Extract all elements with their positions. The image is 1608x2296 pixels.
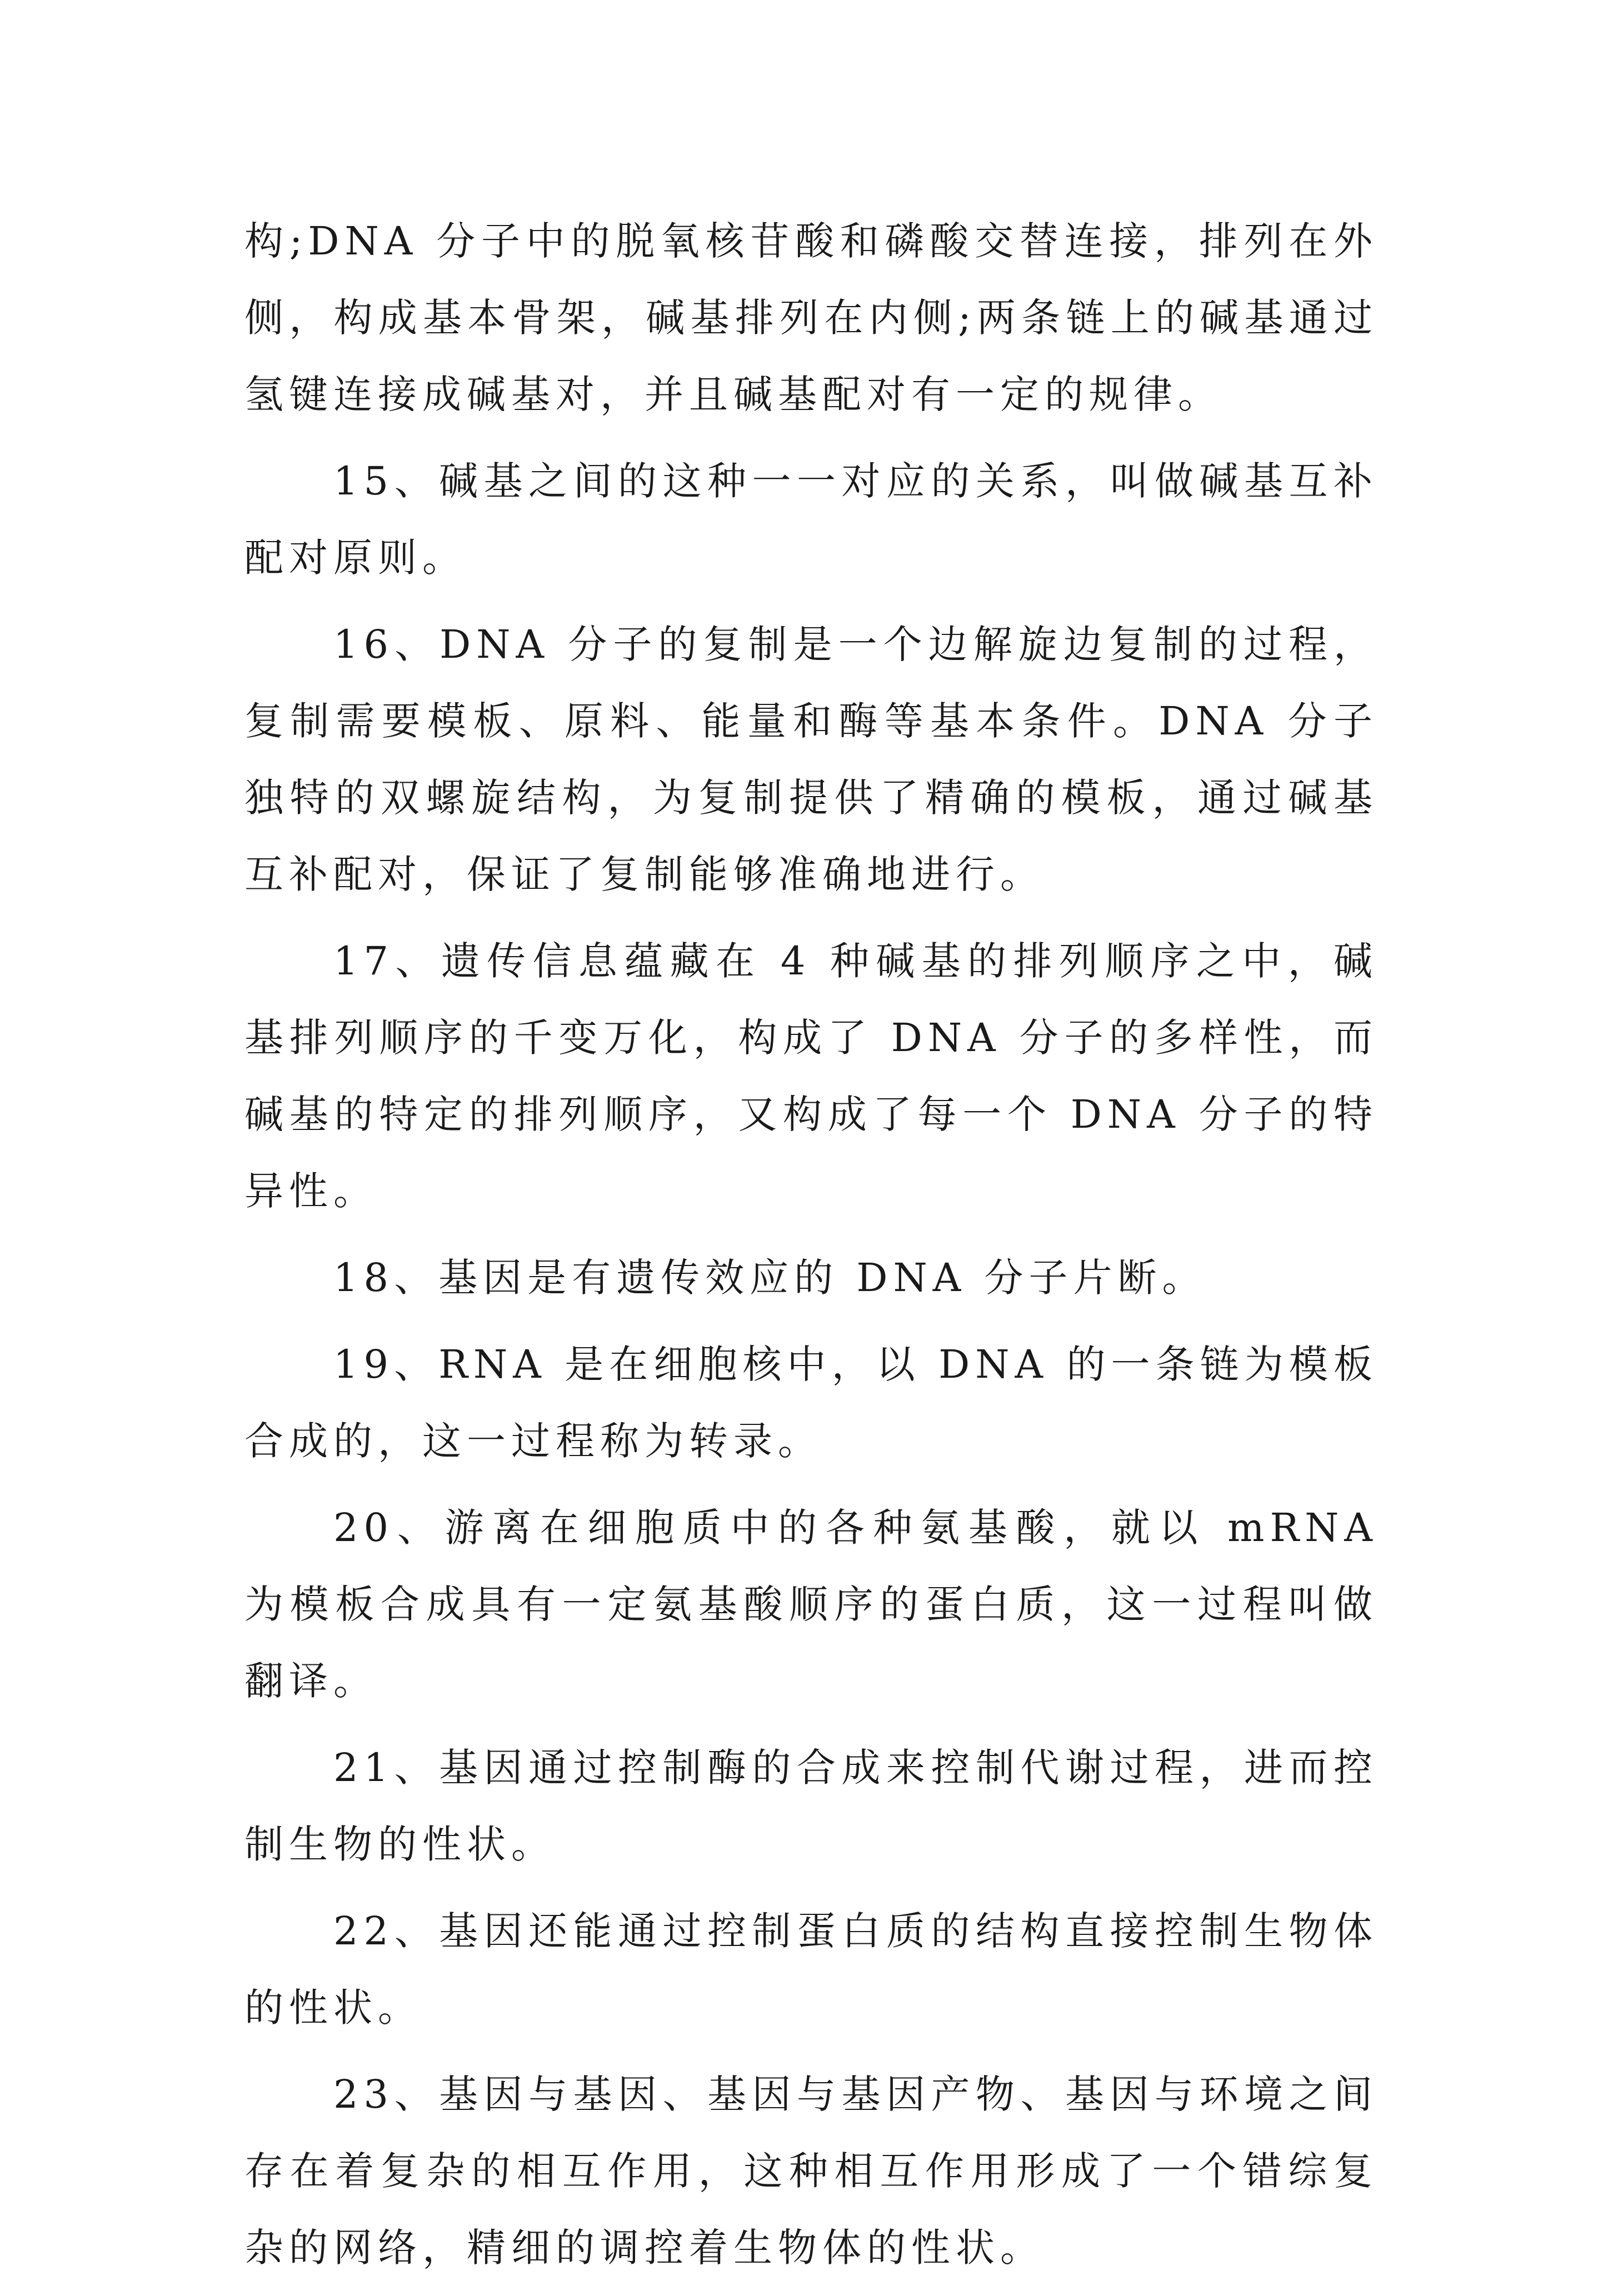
paragraph-16: 16、DNA 分子的复制是一个边解旋边复制的过程，复制需要模板、原料、能量和酶等基本条件。DNA 分子独特的双螺旋结构，为复制提供了精确的模板，通过碱基互补配对，保证了复制能够准确地进行。 <box>244 622 1378 897</box>
paragraph-22: 22、基因还能通过控制蛋白质的结构直接控制生物体的性状。 <box>244 1908 1378 2030</box>
paragraph-continuation: 构;DNA 分子中的脱氧核苷酸和磷酸交替连接，排列在外侧，构成基本骨架，碱基排列在内侧;两条链上的碱基通过氢键连接成碱基对，并且碱基配对有一定的规律。 <box>244 218 1378 417</box>
paragraph-23: 23、基因与基因、基因与基因产物、基因与环境之间存在着复杂的相互作用，这种相互作用形成了一个错综复杂的网络，精细的调控着生物体的性状。 <box>244 2072 1378 2270</box>
document-body <box>244 203 1378 2296</box>
paragraph-15: 15、碱基之间的这种一一对应的关系，叫做碱基互补配对原则。 <box>244 458 1378 581</box>
paragraph-20: 20、游离在细胞质中的各种氨基酸，就以 mRNA 为模板合成具有一定氨基酸顺序的蛋白质，这一过程叫做翻译。 <box>244 1505 1378 1704</box>
paragraph-18: 18、基因是有遗传效应的 DNA 分子片断。 <box>333 1255 1207 1300</box>
paragraph-21: 21、基因通过控制酶的合成来控制代谢过程，进而控制生物的性状。 <box>244 1745 1378 1867</box>
paragraph-17: 17、遗传信息蕴藏在 4 种碱基的排列顺序之中，碱基排列顺序的千变万化，构成了 DNA 分子的多样性，而碱基的特定的排列顺序，又构成了每一个 DNA 分子的特异性。 <box>244 938 1378 1214</box>
paragraph-19: 19、RNA 是在细胞核中，以 DNA 的一条链为模板合成的，这一过程称为转录。 <box>244 1342 1378 1464</box>
